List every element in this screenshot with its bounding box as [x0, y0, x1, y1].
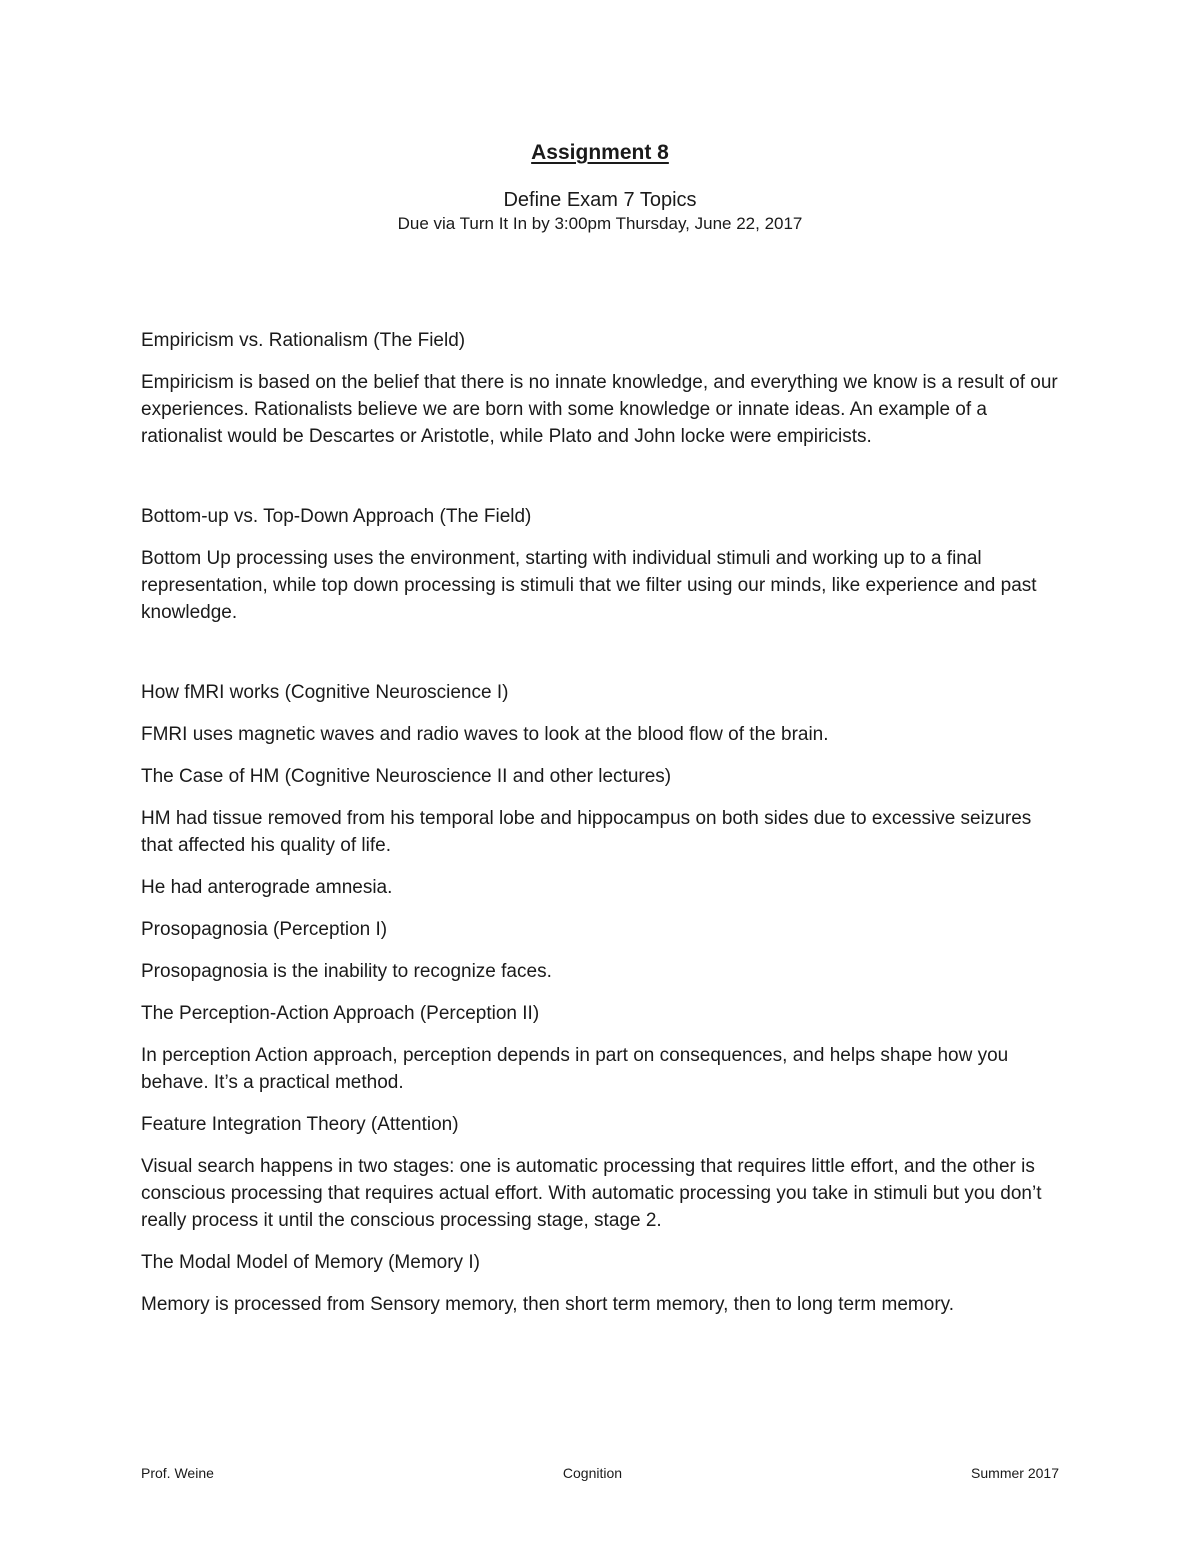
section-paragraph: Memory is processed from Sensory memory, then short term memory, then to long term memory. — [141, 1294, 955, 1315]
due-date-line: Due via Turn It In by 3:00pm Thursday, June 22, 2017 — [397, 214, 803, 233]
page-footer — [141, 1465, 1059, 1481]
section-paragraph: He had anterograde amnesia. — [141, 877, 393, 898]
footer-course: Cognition — [562, 1465, 623, 1481]
document-body — [141, 327, 1061, 1333]
section-paragraph: In perception Action approach, perception depends in part on consequences, and helps shape how you behave. It’s a practical method. — [141, 1045, 1009, 1093]
section-heading: Feature Integration Theory (Attention) — [141, 1114, 459, 1135]
section-heading: Bottom-up vs. Top-Down Approach (The Field) — [141, 506, 532, 527]
section-heading: How fMRI works (Cognitive Neuroscience I) — [141, 682, 509, 703]
section-paragraph: Visual search happens in two stages: one is automatic processing that requires little effort, and the other is conscious processing that requires actual effort. With automatic processing you take in stimuli but you don’t really process it until the conscious processing stage, stage 2. — [141, 1156, 1042, 1231]
document-title: Assignment 8 — [531, 141, 669, 164]
section-heading: The Perception-Action Approach (Perception II) — [141, 1003, 540, 1024]
section-heading: Prosopagnosia (Perception I) — [141, 919, 388, 940]
section-paragraph: FMRI uses magnetic waves and radio waves to look at the blood flow of the brain. — [141, 724, 829, 745]
footer-term: Summer 2017 — [971, 1465, 1059, 1481]
section-paragraph: Bottom Up processing uses the environment, starting with individual stimuli and working up to a final representation, while top down processing is stimuli that we filter using our minds, like experience and past knowledge. — [141, 548, 1037, 623]
section-paragraph: HM had tissue removed from his temporal lobe and hippocampus on both sides due to excessive seizures that affected his quality of life. — [141, 808, 1032, 856]
section-heading: The Case of HM (Cognitive Neuroscience II and other lectures) — [141, 766, 672, 787]
section-paragraph: Empiricism is based on the belief that there is no innate knowledge, and everything we know is a result of our experiences. Rationalists believe we are born with some knowledge or innate ideas. An example of a rationalist would be Descartes or Aristotle, while Plato and John locke were empiricists. — [141, 372, 1058, 447]
section-heading: The Modal Model of Memory (Memory I) — [141, 1252, 480, 1273]
section-paragraph: Prosopagnosia is the inability to recognize faces. — [141, 961, 552, 982]
footer-author: Prof. Weine — [141, 1465, 214, 1481]
document-subtitle: Define Exam 7 Topics — [503, 189, 697, 211]
section-heading: Empiricism vs. Rationalism (The Field) — [141, 330, 466, 351]
